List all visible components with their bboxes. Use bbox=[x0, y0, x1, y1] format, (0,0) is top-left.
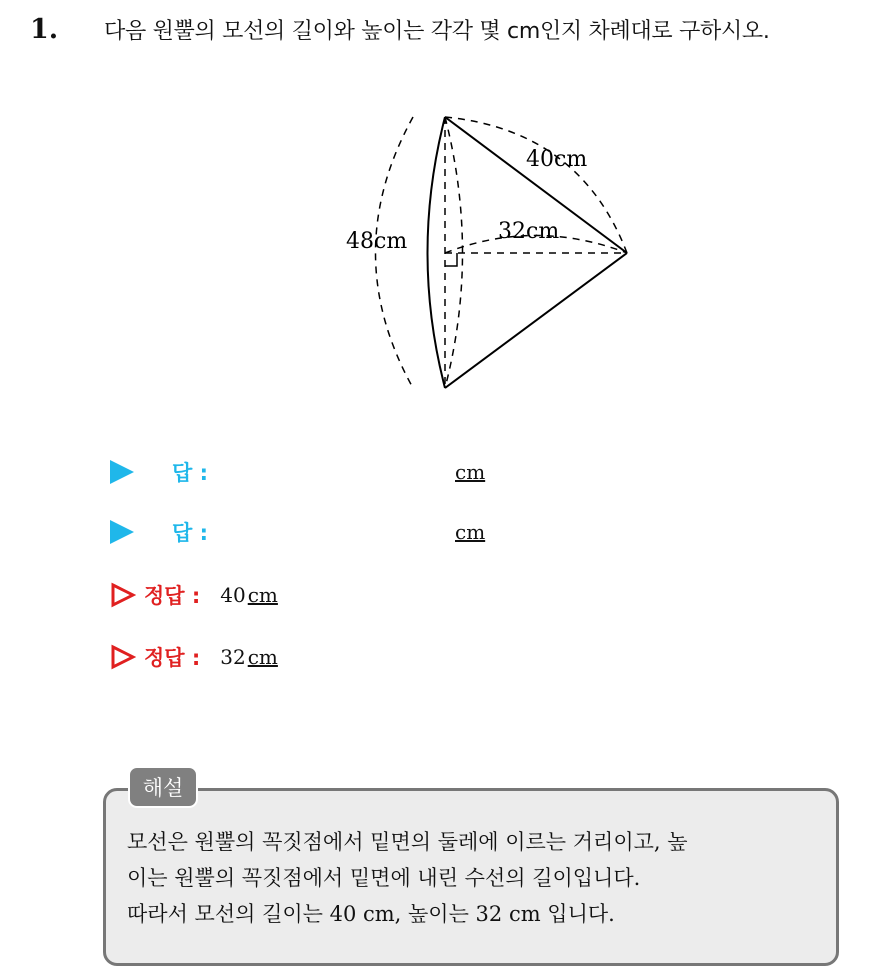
question-number: 1. bbox=[30, 14, 59, 45]
correct-arrow-icon bbox=[110, 644, 136, 670]
answer-label: 답 : bbox=[172, 521, 208, 545]
answer-arrow-icon bbox=[110, 460, 134, 484]
correct-row-1 bbox=[110, 578, 278, 612]
correct-value: 40 cm bbox=[220, 583, 278, 607]
correct-row-2 bbox=[110, 640, 278, 674]
answer-label: 답 : bbox=[172, 461, 208, 485]
height-label: 48cm bbox=[346, 229, 408, 254]
answer-row-2 bbox=[110, 515, 208, 549]
correct-value: 32 cm bbox=[220, 645, 278, 669]
answer-arrow-icon bbox=[110, 520, 134, 544]
answer-row-1 bbox=[110, 455, 208, 489]
explanation-line: 모선은 원뿔의 꼭짓점에서 밑면의 둘레에 이르는 거리이고, 높 bbox=[127, 830, 688, 854]
explanation-line: 이는 원뿔의 꼭짓점에서 밑면에 내린 수선의 길이입니다. bbox=[127, 866, 641, 890]
correct-arrow-icon bbox=[110, 582, 136, 608]
answer-unit-1[interactable]: cm bbox=[455, 460, 486, 484]
cone-figure bbox=[330, 100, 640, 400]
correct-label: 정답 : bbox=[144, 584, 201, 608]
question-text: 다음 원뿔의 모선의 길이와 높이는 각각 몇 cm인지 차례대로 구하시오. bbox=[104, 19, 770, 44]
explanation-text bbox=[127, 824, 827, 932]
explanation-tag: 해설 bbox=[128, 766, 198, 808]
correct-label: 정답 : bbox=[144, 646, 201, 670]
explanation-line: 따라서 모선의 길이는 40 cm, 높이는 32 cm 입니다. bbox=[127, 902, 615, 926]
answer-unit-2[interactable]: cm bbox=[455, 520, 486, 544]
slant-height-label: 40cm bbox=[526, 147, 588, 172]
radius-label: 32cm bbox=[498, 219, 560, 244]
